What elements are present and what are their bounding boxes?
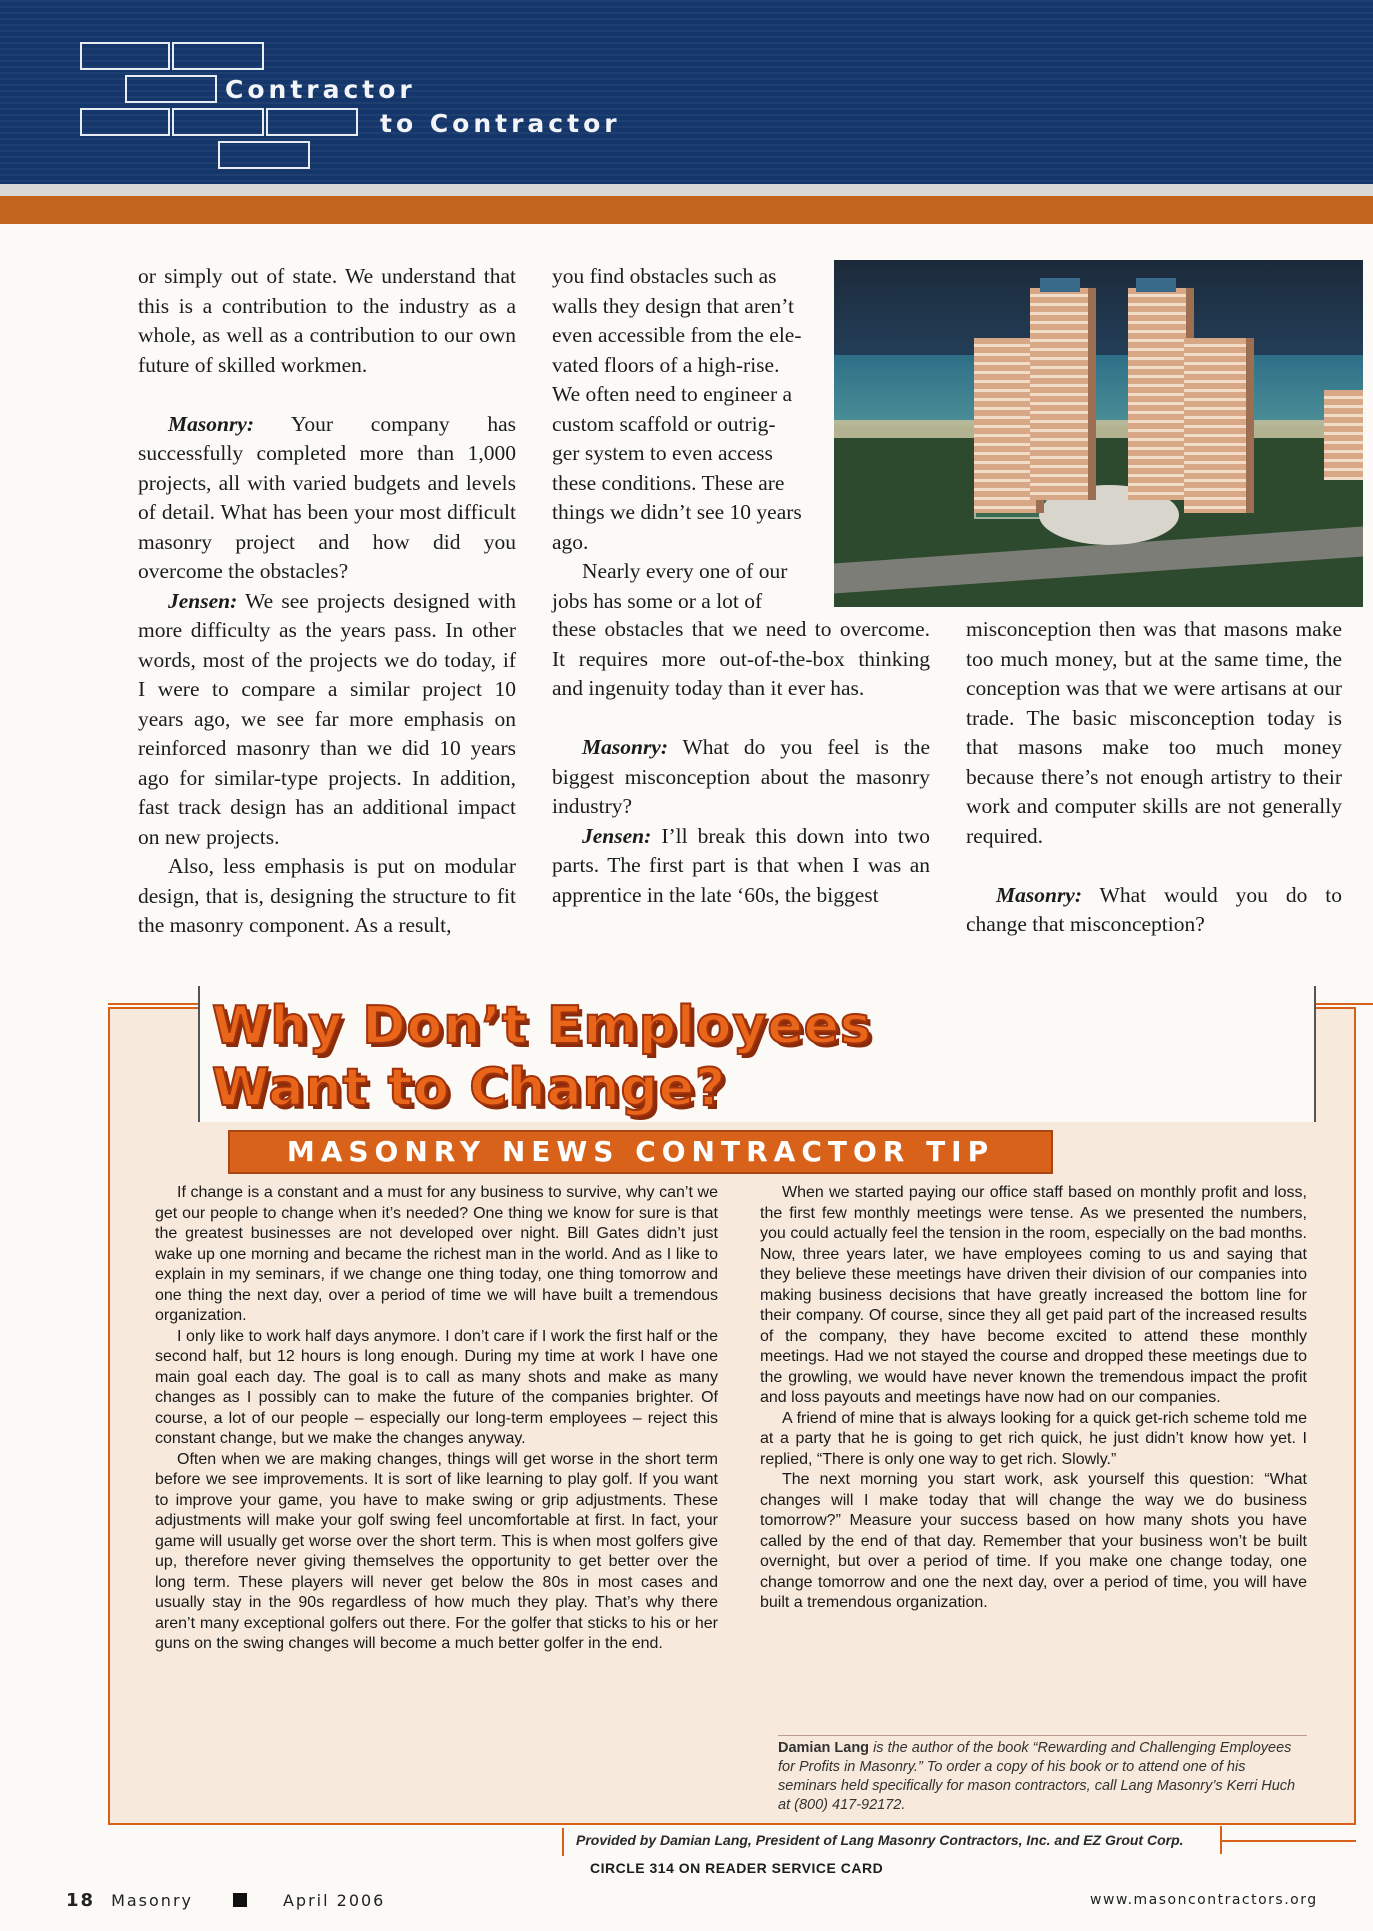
brick-logo-decor [266,108,358,136]
tip-column-right [760,1183,1307,1614]
tip-headline-line1: Why Don’t Employees [212,996,872,1056]
text-line: Nearly every one of our [582,559,788,583]
tip-rule-right [1312,1003,1373,1005]
brick-logo-decor [80,42,170,70]
photo-tower-crown [1040,278,1080,292]
tip-headline-line2: Want to Change? [212,1058,727,1118]
article-paragraph [552,557,812,616]
speaker-label: Masonry: [168,411,255,436]
author-name: Damian Lang [778,1740,870,1756]
article-column-1 [138,262,516,941]
photo-sea [834,355,1363,425]
speaker-label: Masonry: [582,735,669,759]
tip-rule-left [108,1003,198,1005]
text-line: these conditions. These are [552,470,785,495]
question-text: What do you feel is the biggest misconception about the masonry industry? [552,735,930,818]
article-answer [138,587,516,853]
text-line: custom scaffold or outrig- [552,411,776,436]
article-column-2-bottom [552,615,930,910]
tip-paragraph: Often when we are making changes, things will get worse in the short term before we see improvements. It is sort of like learning to play golf. If you want to improve your game, you have to make swing or grip adjustments. These adjustments will make your golf swing feel uncomfortable at first. In fact, your game will usually get worse over the short term. This is when most golfers give up, therefore never giving themselves the opportunity to get better over the long term. These players will never get below the 80s in most cases and usually stay in the 90s regardless of how much they play. That’s why there aren’t many exceptional golfers out there. For the golfer that sticks to his or her guns on the swing changes will become a much better golfer in the end. [155,1450,718,1652]
article-paragraph [552,262,812,557]
tip-paragraph: A friend of mine that is always looking for a quick get-rich scheme told me at a party that he is going to get rich quick, he just didn’t know how yet. I replied, “There is only one way to get rich. Slowly.” [760,1409,1307,1468]
speaker-label: Masonry: [996,882,1083,907]
text-line: walls they design that aren’t [552,293,795,318]
brick-logo-decor [125,75,217,103]
brick-logo-decor [172,42,264,70]
tip-credit: Provided by Damian Lang, President of Lang Masonry Contractors, Inc. and EZ Grout Corp. [576,1832,1184,1848]
article-column-2-top [552,262,812,616]
question-text: Your company has successfully completed more than 1,000 projects, all with varied budgets and levels of detail. What has been your most difficult masonry project and how did you overcome the obstacles? [138,411,516,583]
author-bio-text: is the author of the book “Rewarding and Challenging Employees for Profits in Masonry.” To order a copy of his book or to attend one of his seminars held specifically for mason contractors, call Lang Masonry’s Kerri Huch at (800) 417-92172. [778,1740,1296,1813]
photo-tower [1030,288,1096,500]
tip-paragraph: I only like to work half days anymore. I don’t care if I work the first half or the second half, but 12 hours is long enough. During my time at work I have one main goal each day. The goal is to call as many shots and make as many changes as I possibly can to make the future of the companies brighter. Of course, a lot of our people – especially our long-term employees – reject this constant change, but we make the changes anyway. [155,1327,718,1447]
reader-service-note: CIRCLE 314 ON READER SERVICE CARD [590,1860,884,1876]
article-answer [552,822,930,911]
tip-column-left [155,1183,718,1655]
speaker-label: Jensen: [582,823,652,848]
photo-tower [1324,390,1363,480]
tip-paragraph: When we started paying our office staff based on monthly profit and loss, the first few monthly meetings were tense. As we presented the numbers, you could actually feel the tension in the room, especially on the bad months. Now, three years later, we have employees coming to us and saying that they believe these meetings have driven their division of our companies into making business decisions that have greatly increased the bottom line for their company. Of course, since they all get paid part of the increased results of the company, they have become excited to attend these monthly meetings. Had we not stayed the course and dropped these meetings due to the growling, we would have never known the tremendous impact the profit and loss payouts and meetings have now had on our companies. [760,1184,1307,1406]
answer-text: We see projects designed with more difficulty as the years pass. In other words, most of the projects we do today, if I were to compare a similar project 10 years ago, we see far more emphasis on reinforced masonry than we did 10 years ago for similar-type projects. In addition, fast track design has an additional impact on new projects. [138,588,516,849]
text-line: jobs has some or a lot of [552,588,763,613]
article-question [966,881,1342,940]
article-column-3 [966,615,1342,940]
header-accent-stripe [0,196,1373,224]
square-bullet-icon [233,1893,247,1907]
article-paragraph: Also, less emphasis is put on modular design, that is, designing the structure to fit the masonry component. As a result, [138,854,516,937]
brick-logo-decor [218,141,310,169]
tip-paragraph: The next morning you start work, ask yourself this question: “What changes will I make today that will change the way we do business tomorrow?” Measure your success based on how many shots you have called by the end of that day. Remember that your business won’t be built overnight, but over a period of time. If you make one change today, one change tomorrow and one the next day, over a period of time, you will have built a tremendous organization. [760,1471,1307,1611]
issue-date: April 2006 [282,1891,386,1910]
text-line: even accessible from the ele- [552,323,802,347]
speaker-label: Jensen: [168,588,238,613]
header-divider [0,184,1373,196]
brick-logo-decor [172,108,264,136]
article-paragraph: these obstacles that we need to overcome. It requires more out-of-the-box thinking and ingenuity today than it ever has. [552,617,930,700]
author-bio [778,1735,1307,1815]
article-question [138,410,516,587]
magazine-name: Masonry [111,1891,193,1910]
text-line: We often need to engineer a [552,382,793,406]
tip-section-banner: MASONRY NEWS CONTRACTOR TIP [228,1130,1053,1174]
section-title-line1: Contractor [225,75,416,104]
text-line: ago. [552,529,589,554]
brick-logo-decor [80,108,170,136]
high-rise-photo [834,260,1363,607]
footer-url: www.masoncontractors.org [1090,1892,1318,1908]
page-number: 18 [66,1890,96,1911]
header-banner [0,0,1373,190]
question-text: What would you do to change that misconception? [966,882,1342,936]
photo-beach [834,420,1363,438]
section-title-line2: to Contractor [380,109,621,138]
text-line: things we didn’t see 10 years [552,500,802,524]
photo-tower [1184,338,1254,513]
text-line: vated floors of a high-rise. [552,352,780,377]
answer-text: I’ll break this down into two parts. The first part is that when I was an apprentice in the late ‘60s, the biggest [552,823,930,907]
article-paragraph: or simply out of state. We understand that this is a contribution to the industry as a whole, as well as a contribution to our own future of skilled workmen. [138,264,516,377]
article-paragraph: misconception then was that masons make too much money, but at the same time, the conception was that we were artisans at our trade. The basic misconception today is that masons make too much money because there’s not enough artistry to their work and computer skills are not generally required. [966,617,1342,848]
credit-rule [1220,1840,1356,1842]
photo-tower-crown [1136,278,1176,292]
page-footer-left [66,1890,385,1911]
article-question [552,733,930,822]
credit-rule [562,1828,564,1856]
text-line: you find obstacles such as [552,264,777,288]
tip-paragraph: If change is a constant and a must for any business to survive, why can’t we get our people to change when it’s needed? One thing we know for sure is that the greatest businesses are not developed over night. Bill Gates didn’t just wake up one morning and became the richest man in the world. And as I like to explain in my seminars, if we change one thing today, one thing tomorrow and one thing the next day, over a period of time we will have built a tremendous organization. [155,1184,718,1324]
text-line: ger system to even access [552,441,773,465]
tip-headline [212,995,1112,1119]
